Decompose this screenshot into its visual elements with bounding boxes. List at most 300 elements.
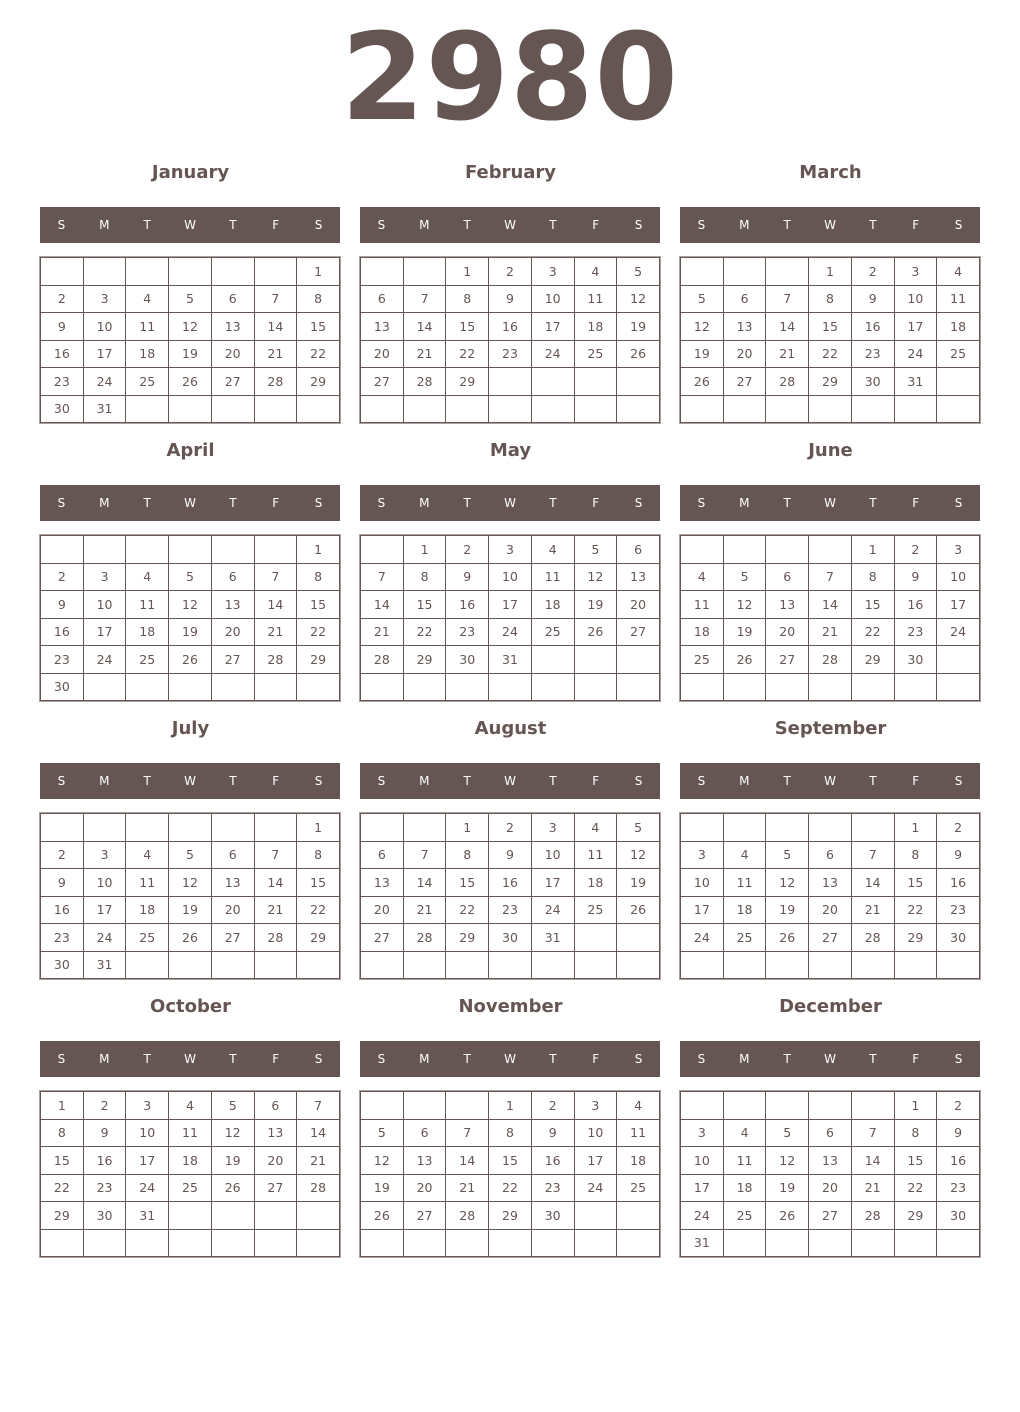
day-cell: 2 bbox=[41, 563, 84, 591]
day-cell: 25 bbox=[531, 618, 574, 646]
day-cell: 5 bbox=[211, 1092, 254, 1120]
weekday-label: S bbox=[314, 1052, 323, 1066]
day-grid bbox=[680, 1091, 980, 1257]
day-cell: 29 bbox=[297, 646, 340, 674]
day-cell bbox=[169, 1229, 212, 1257]
week-row bbox=[361, 368, 660, 396]
day-cell: 9 bbox=[531, 1119, 574, 1147]
week-row bbox=[681, 285, 980, 313]
week-row bbox=[681, 1229, 980, 1257]
day-cell: 20 bbox=[361, 896, 404, 924]
day-cell bbox=[446, 395, 489, 423]
week-row bbox=[41, 1202, 340, 1230]
day-cell: 24 bbox=[126, 1174, 169, 1202]
day-cell: 2 bbox=[446, 536, 489, 564]
day-cell: 5 bbox=[617, 814, 660, 842]
weekday-label: S bbox=[314, 496, 323, 510]
day-cell: 19 bbox=[169, 340, 212, 368]
day-cell bbox=[809, 673, 852, 701]
week-row bbox=[41, 563, 340, 591]
day-cell: 24 bbox=[574, 1174, 617, 1202]
day-cell bbox=[403, 258, 446, 286]
day-cell: 16 bbox=[41, 896, 84, 924]
day-cell: 28 bbox=[297, 1174, 340, 1202]
week-row bbox=[361, 869, 660, 897]
day-cell bbox=[126, 673, 169, 701]
weekday-header bbox=[360, 485, 660, 521]
weekday-label: T bbox=[549, 774, 557, 788]
day-cell: 11 bbox=[617, 1119, 660, 1147]
day-cell bbox=[126, 951, 169, 979]
day-cell: 30 bbox=[851, 368, 894, 396]
day-cell: 18 bbox=[126, 340, 169, 368]
day-cell bbox=[851, 673, 894, 701]
day-cell bbox=[681, 536, 724, 564]
month-name: December bbox=[779, 996, 882, 1017]
day-grid bbox=[360, 1091, 660, 1257]
weekday-label: S bbox=[377, 1052, 386, 1066]
day-cell: 11 bbox=[531, 563, 574, 591]
weekday-label: T bbox=[229, 218, 237, 232]
day-cell: 24 bbox=[937, 618, 980, 646]
day-cell: 10 bbox=[681, 1147, 724, 1175]
day-cell: 28 bbox=[254, 646, 297, 674]
week-row bbox=[41, 395, 340, 423]
day-cell: 26 bbox=[169, 368, 212, 396]
day-cell: 26 bbox=[617, 896, 660, 924]
day-cell: 4 bbox=[531, 536, 574, 564]
day-cell: 21 bbox=[403, 340, 446, 368]
week-row bbox=[681, 340, 980, 368]
day-cell: 23 bbox=[489, 340, 532, 368]
day-cell bbox=[403, 673, 446, 701]
day-cell: 18 bbox=[126, 896, 169, 924]
day-cell: 30 bbox=[83, 1202, 126, 1230]
weekday-label: M bbox=[739, 218, 750, 232]
day-cell: 27 bbox=[403, 1202, 446, 1230]
weekday-label: S bbox=[634, 218, 643, 232]
day-cell: 19 bbox=[723, 618, 766, 646]
day-cell: 7 bbox=[851, 841, 894, 869]
weekday-label: M bbox=[99, 496, 110, 510]
day-cell: 18 bbox=[574, 869, 617, 897]
day-cell: 21 bbox=[766, 340, 809, 368]
week-row bbox=[361, 563, 660, 591]
week-row bbox=[41, 646, 340, 674]
day-cell: 29 bbox=[894, 924, 937, 952]
day-cell: 10 bbox=[83, 591, 126, 619]
day-cell: 24 bbox=[489, 618, 532, 646]
day-cell: 18 bbox=[723, 896, 766, 924]
day-cell: 17 bbox=[531, 313, 574, 341]
day-cell bbox=[681, 951, 724, 979]
weekday-label: W bbox=[504, 218, 516, 232]
weekday-label: M bbox=[419, 774, 430, 788]
day-cell bbox=[297, 1229, 340, 1257]
day-cell bbox=[574, 368, 617, 396]
day-cell: 22 bbox=[41, 1174, 84, 1202]
day-cell: 13 bbox=[211, 313, 254, 341]
day-cell: 3 bbox=[83, 841, 126, 869]
day-cell: 15 bbox=[489, 1147, 532, 1175]
day-cell: 28 bbox=[809, 646, 852, 674]
week-row bbox=[41, 869, 340, 897]
week-row bbox=[681, 1147, 980, 1175]
day-cell: 9 bbox=[489, 285, 532, 313]
day-cell bbox=[617, 646, 660, 674]
day-cell: 20 bbox=[211, 896, 254, 924]
week-row bbox=[41, 1119, 340, 1147]
day-cell: 16 bbox=[937, 1147, 980, 1175]
day-cell: 23 bbox=[937, 1174, 980, 1202]
week-row bbox=[41, 536, 340, 564]
day-cell: 8 bbox=[809, 285, 852, 313]
weekday-label: F bbox=[592, 218, 600, 232]
day-cell bbox=[937, 1229, 980, 1257]
day-cell bbox=[297, 395, 340, 423]
day-cell: 19 bbox=[766, 1174, 809, 1202]
day-cell: 21 bbox=[297, 1147, 340, 1175]
day-cell: 26 bbox=[361, 1202, 404, 1230]
day-cell: 13 bbox=[723, 313, 766, 341]
day-cell: 20 bbox=[211, 340, 254, 368]
week-row bbox=[41, 1147, 340, 1175]
day-cell: 3 bbox=[681, 841, 724, 869]
week-row bbox=[41, 1229, 340, 1257]
day-cell bbox=[446, 1092, 489, 1120]
day-cell: 3 bbox=[574, 1092, 617, 1120]
weekday-label: T bbox=[143, 218, 151, 232]
day-cell: 27 bbox=[809, 1202, 852, 1230]
week-row bbox=[681, 1202, 980, 1230]
day-cell: 29 bbox=[446, 368, 489, 396]
day-cell: 11 bbox=[574, 285, 617, 313]
day-cell bbox=[446, 673, 489, 701]
weekday-header bbox=[360, 207, 660, 243]
week-row bbox=[361, 591, 660, 619]
day-cell: 10 bbox=[894, 285, 937, 313]
weekday-label: T bbox=[143, 496, 151, 510]
day-cell bbox=[851, 1229, 894, 1257]
day-cell: 25 bbox=[574, 896, 617, 924]
day-cell: 26 bbox=[766, 1202, 809, 1230]
day-cell: 19 bbox=[361, 1174, 404, 1202]
day-cell bbox=[211, 395, 254, 423]
day-cell: 15 bbox=[403, 591, 446, 619]
day-cell bbox=[851, 395, 894, 423]
day-cell: 7 bbox=[403, 285, 446, 313]
day-cell: 27 bbox=[211, 368, 254, 396]
weekday-label: T bbox=[869, 774, 877, 788]
day-cell bbox=[937, 646, 980, 674]
day-cell: 11 bbox=[681, 591, 724, 619]
day-cell: 22 bbox=[297, 340, 340, 368]
day-cell bbox=[211, 1202, 254, 1230]
weekday-label: S bbox=[697, 774, 706, 788]
day-cell: 18 bbox=[617, 1147, 660, 1175]
day-cell: 5 bbox=[723, 563, 766, 591]
day-cell: 13 bbox=[617, 563, 660, 591]
weekday-label: W bbox=[184, 774, 196, 788]
day-cell: 22 bbox=[489, 1174, 532, 1202]
day-cell: 5 bbox=[681, 285, 724, 313]
weekday-label: W bbox=[504, 1052, 516, 1066]
day-cell: 1 bbox=[851, 536, 894, 564]
day-cell: 10 bbox=[681, 869, 724, 897]
day-cell: 25 bbox=[723, 1202, 766, 1230]
week-row bbox=[681, 814, 980, 842]
day-cell bbox=[489, 951, 532, 979]
week-row bbox=[681, 368, 980, 396]
day-cell bbox=[766, 1092, 809, 1120]
day-cell: 17 bbox=[531, 869, 574, 897]
day-cell: 29 bbox=[41, 1202, 84, 1230]
day-cell: 16 bbox=[41, 618, 84, 646]
day-cell: 15 bbox=[41, 1147, 84, 1175]
day-cell: 16 bbox=[41, 340, 84, 368]
day-cell: 1 bbox=[403, 536, 446, 564]
day-cell: 9 bbox=[851, 285, 894, 313]
week-row bbox=[681, 673, 980, 701]
day-cell: 21 bbox=[851, 1174, 894, 1202]
week-row bbox=[361, 924, 660, 952]
day-cell: 9 bbox=[489, 841, 532, 869]
week-row bbox=[361, 1229, 660, 1257]
day-cell bbox=[254, 673, 297, 701]
day-cell: 28 bbox=[851, 1202, 894, 1230]
day-cell: 13 bbox=[361, 869, 404, 897]
day-cell: 7 bbox=[361, 563, 404, 591]
day-cell bbox=[361, 951, 404, 979]
day-cell: 27 bbox=[361, 924, 404, 952]
day-cell bbox=[446, 1229, 489, 1257]
weekday-label: M bbox=[419, 1052, 430, 1066]
day-cell: 23 bbox=[41, 924, 84, 952]
day-cell: 13 bbox=[809, 869, 852, 897]
day-cell: 21 bbox=[403, 896, 446, 924]
day-cell bbox=[211, 536, 254, 564]
week-row bbox=[361, 673, 660, 701]
day-cell: 6 bbox=[617, 536, 660, 564]
day-cell bbox=[617, 673, 660, 701]
day-cell: 2 bbox=[937, 1092, 980, 1120]
day-cell: 29 bbox=[297, 924, 340, 952]
day-cell bbox=[41, 536, 84, 564]
month-name: March bbox=[799, 162, 862, 183]
day-cell: 31 bbox=[681, 1229, 724, 1257]
day-cell bbox=[169, 814, 212, 842]
day-cell: 6 bbox=[766, 563, 809, 591]
day-cell bbox=[297, 951, 340, 979]
day-cell: 3 bbox=[681, 1119, 724, 1147]
day-cell: 15 bbox=[894, 1147, 937, 1175]
day-grid bbox=[360, 813, 660, 979]
day-cell: 25 bbox=[723, 924, 766, 952]
weekday-label: W bbox=[824, 218, 836, 232]
weekday-label: S bbox=[377, 496, 386, 510]
weekday-header bbox=[680, 1041, 980, 1077]
day-cell: 18 bbox=[169, 1147, 212, 1175]
day-cell: 13 bbox=[766, 591, 809, 619]
day-cell bbox=[723, 814, 766, 842]
day-cell: 4 bbox=[681, 563, 724, 591]
day-cell bbox=[531, 951, 574, 979]
weekday-label: T bbox=[783, 774, 791, 788]
day-cell: 26 bbox=[211, 1174, 254, 1202]
day-cell bbox=[766, 258, 809, 286]
day-cell bbox=[617, 1229, 660, 1257]
day-cell: 8 bbox=[851, 563, 894, 591]
day-cell: 8 bbox=[297, 841, 340, 869]
day-cell: 18 bbox=[574, 313, 617, 341]
day-cell bbox=[531, 395, 574, 423]
day-cell: 28 bbox=[403, 924, 446, 952]
day-cell bbox=[617, 1202, 660, 1230]
week-row bbox=[41, 896, 340, 924]
day-grid bbox=[360, 257, 660, 423]
day-cell bbox=[211, 951, 254, 979]
day-cell bbox=[766, 536, 809, 564]
day-cell: 31 bbox=[531, 924, 574, 952]
day-cell: 20 bbox=[361, 340, 404, 368]
week-row bbox=[681, 1119, 980, 1147]
day-cell: 13 bbox=[254, 1119, 297, 1147]
weekday-label: M bbox=[419, 218, 430, 232]
day-cell: 19 bbox=[617, 313, 660, 341]
day-cell bbox=[169, 395, 212, 423]
week-row bbox=[361, 841, 660, 869]
day-cell bbox=[617, 951, 660, 979]
day-cell bbox=[403, 1229, 446, 1257]
weekday-label: F bbox=[272, 1052, 280, 1066]
day-cell: 5 bbox=[169, 841, 212, 869]
day-cell: 23 bbox=[446, 618, 489, 646]
day-cell: 17 bbox=[489, 591, 532, 619]
week-row bbox=[681, 563, 980, 591]
day-cell: 28 bbox=[254, 368, 297, 396]
day-cell bbox=[681, 258, 724, 286]
day-cell bbox=[361, 814, 404, 842]
weekday-label: T bbox=[783, 218, 791, 232]
weekday-label: M bbox=[739, 496, 750, 510]
day-cell: 16 bbox=[489, 869, 532, 897]
day-cell: 8 bbox=[894, 841, 937, 869]
week-row bbox=[681, 395, 980, 423]
day-cell: 10 bbox=[83, 869, 126, 897]
day-cell bbox=[531, 646, 574, 674]
day-cell bbox=[766, 395, 809, 423]
week-row bbox=[361, 340, 660, 368]
day-cell: 8 bbox=[489, 1119, 532, 1147]
day-cell: 22 bbox=[894, 896, 937, 924]
weekday-label: T bbox=[869, 218, 877, 232]
week-row bbox=[681, 618, 980, 646]
day-cell: 10 bbox=[937, 563, 980, 591]
day-cell: 15 bbox=[446, 313, 489, 341]
day-cell bbox=[297, 673, 340, 701]
day-cell bbox=[361, 258, 404, 286]
day-cell: 18 bbox=[681, 618, 724, 646]
day-cell: 7 bbox=[766, 285, 809, 313]
day-cell bbox=[574, 1229, 617, 1257]
day-cell bbox=[169, 673, 212, 701]
day-cell bbox=[937, 673, 980, 701]
week-row bbox=[681, 591, 980, 619]
day-cell: 30 bbox=[937, 1202, 980, 1230]
weekday-label: T bbox=[463, 496, 471, 510]
month-name: April bbox=[166, 440, 215, 461]
week-row bbox=[361, 1202, 660, 1230]
day-cell: 5 bbox=[574, 536, 617, 564]
day-cell: 23 bbox=[531, 1174, 574, 1202]
day-cell: 1 bbox=[894, 814, 937, 842]
week-row bbox=[41, 340, 340, 368]
weekday-label: T bbox=[549, 1052, 557, 1066]
day-cell: 15 bbox=[851, 591, 894, 619]
day-cell: 9 bbox=[41, 591, 84, 619]
day-cell bbox=[403, 395, 446, 423]
week-row bbox=[41, 1174, 340, 1202]
day-cell: 22 bbox=[894, 1174, 937, 1202]
week-row bbox=[361, 618, 660, 646]
day-cell: 16 bbox=[446, 591, 489, 619]
day-cell bbox=[851, 814, 894, 842]
day-grid bbox=[40, 535, 340, 701]
day-cell: 21 bbox=[446, 1174, 489, 1202]
day-cell: 29 bbox=[489, 1202, 532, 1230]
day-cell bbox=[809, 536, 852, 564]
weekday-label: S bbox=[954, 218, 963, 232]
day-cell bbox=[851, 1092, 894, 1120]
week-row bbox=[681, 646, 980, 674]
day-cell: 1 bbox=[446, 258, 489, 286]
weekday-label: F bbox=[272, 774, 280, 788]
day-cell: 7 bbox=[254, 841, 297, 869]
day-cell: 26 bbox=[681, 368, 724, 396]
day-cell bbox=[723, 395, 766, 423]
day-cell: 20 bbox=[617, 591, 660, 619]
day-cell: 6 bbox=[211, 841, 254, 869]
weekday-label: T bbox=[463, 774, 471, 788]
day-cell: 29 bbox=[297, 368, 340, 396]
day-cell bbox=[83, 536, 126, 564]
week-row bbox=[41, 841, 340, 869]
weekday-label: T bbox=[229, 774, 237, 788]
day-cell: 17 bbox=[681, 1174, 724, 1202]
day-cell bbox=[489, 395, 532, 423]
day-cell bbox=[254, 951, 297, 979]
day-cell: 30 bbox=[41, 951, 84, 979]
day-cell: 6 bbox=[211, 285, 254, 313]
day-cell: 26 bbox=[574, 618, 617, 646]
day-cell bbox=[766, 951, 809, 979]
day-cell bbox=[531, 368, 574, 396]
weekday-label: F bbox=[592, 496, 600, 510]
day-cell: 30 bbox=[41, 395, 84, 423]
day-cell: 27 bbox=[617, 618, 660, 646]
day-cell: 11 bbox=[723, 1147, 766, 1175]
day-cell: 4 bbox=[126, 841, 169, 869]
day-cell: 9 bbox=[41, 869, 84, 897]
month-name: August bbox=[474, 718, 547, 739]
week-row bbox=[681, 841, 980, 869]
day-cell: 25 bbox=[126, 646, 169, 674]
weekday-label: S bbox=[954, 496, 963, 510]
day-cell: 28 bbox=[851, 924, 894, 952]
day-cell: 6 bbox=[254, 1092, 297, 1120]
weekday-label: T bbox=[229, 496, 237, 510]
day-cell bbox=[254, 814, 297, 842]
